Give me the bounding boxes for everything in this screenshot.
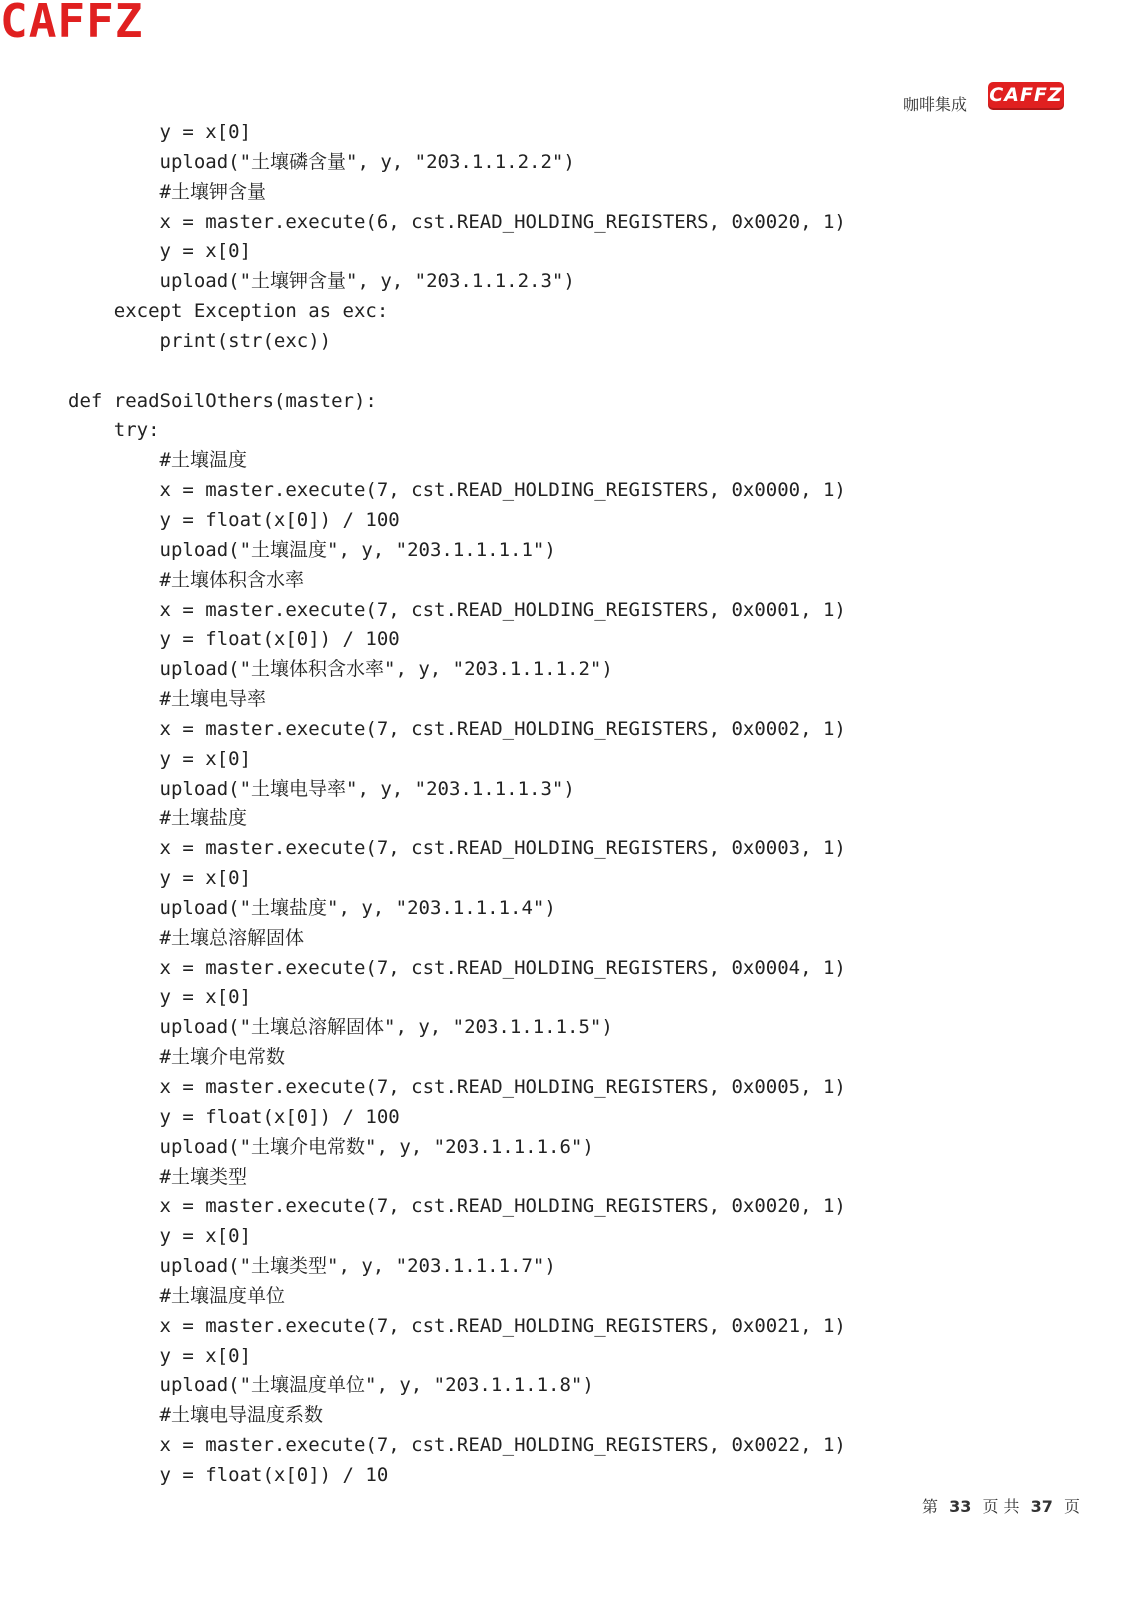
code-line: x = master.execute(7, cst.READ_HOLDING_REGISTERS, 0x0000, 1) [68,479,846,502]
code-line: upload("土壤钾含量", y, "203.1.1.2.3") [68,270,575,293]
code-line: #土壤电导率 [68,688,266,711]
code-line: x = master.execute(7, cst.READ_HOLDING_REGISTERS, 0x0003, 1) [68,837,846,860]
watermark: CAFFZ [0,0,144,48]
code-line: x = master.execute(7, cst.READ_HOLDING_REGISTERS, 0x0005, 1) [68,1076,846,1098]
code-line: y = x[0] [68,1225,252,1248]
footer-suffix: 页 [1064,1497,1081,1516]
footer-prefix: 第 [922,1497,939,1516]
code-line: #土壤钾含量 [68,180,266,203]
code-line: y = x[0] [68,747,252,770]
code-line: upload("土壤温度", y, "203.1.1.1.1") [68,538,556,561]
total-page-number: 37 [1030,1497,1053,1516]
code-line: try: [68,419,160,442]
code-line: x = master.execute(7, cst.READ_HOLDING_REGISTERS, 0x0002, 1) [68,717,846,740]
code-line: #土壤类型 [68,1165,247,1188]
code-line: #土壤介电常数 [68,1046,285,1069]
code-line: y = x[0] [68,121,252,143]
code-line: #土壤总溶解固体 [68,926,304,949]
code-block [68,118,846,1491]
code-line: y = float(x[0]) / 100 [68,508,400,531]
code-line: y = x[0] [68,867,252,890]
code-line: x = master.execute(7, cst.READ_HOLDING_REGISTERS, 0x0001, 1) [68,598,846,621]
code-line: upload("土壤电导率", y, "203.1.1.1.3") [68,777,575,800]
code-line: #土壤温度 [68,449,247,472]
code-line: y = float(x[0]) / 100 [68,628,400,651]
code-line: x = master.execute(6, cst.READ_HOLDING_REGISTERS, 0x0020, 1) [68,210,846,233]
code-line: #土壤电导温度系数 [68,1404,323,1427]
header-company-name: 咖啡集成 [903,95,968,114]
footer-middle: 页 共 [982,1497,1020,1516]
code-line: upload("土壤体积含水率", y, "203.1.1.1.2") [68,658,613,681]
code-line: y = x[0] [68,1344,252,1367]
code-line: except Exception as exc: [68,300,389,323]
code-line: upload("土壤类型", y, "203.1.1.1.7") [68,1255,556,1278]
code-line: upload("土壤盐度", y, "203.1.1.1.4") [68,896,556,919]
code-line: x = master.execute(7, cst.READ_HOLDING_REGISTERS, 0x0021, 1) [68,1314,846,1337]
code-line: upload("土壤总溶解固体", y, "203.1.1.1.5") [68,1016,613,1039]
code-line: y = float(x[0]) / 100 [68,1105,400,1128]
code-line: def readSoilOthers(master): [68,389,377,412]
code-line: x = master.execute(7, cst.READ_HOLDING_REGISTERS, 0x0022, 1) [68,1434,846,1457]
code-line: x = master.execute(7, cst.READ_HOLDING_REGISTERS, 0x0020, 1) [68,1195,846,1218]
code-line: #土壤盐度 [68,807,247,830]
current-page-number: 33 [949,1497,972,1516]
code-line: y = x[0] [68,240,252,263]
code-line: y = float(x[0]) / 10 [68,1463,389,1486]
code-line: x = master.execute(7, cst.READ_HOLDING_REGISTERS, 0x0004, 1) [68,956,846,979]
code-line: upload("土壤磷含量", y, "203.1.1.2.2") [68,150,575,173]
company-logo: CAFFZ [989,84,1063,106]
code-line: print(str(exc)) [68,329,332,352]
code-line: upload("土壤介电常数", y, "203.1.1.1.6") [68,1135,594,1158]
code-line: #土壤温度单位 [68,1284,285,1307]
code-line: upload("土壤温度单位", y, "203.1.1.1.8") [68,1374,594,1397]
page-footer [922,1494,1080,1517]
code-line: y = x[0] [68,986,252,1009]
code-line: #土壤体积含水率 [68,568,304,591]
code-line [68,357,846,387]
